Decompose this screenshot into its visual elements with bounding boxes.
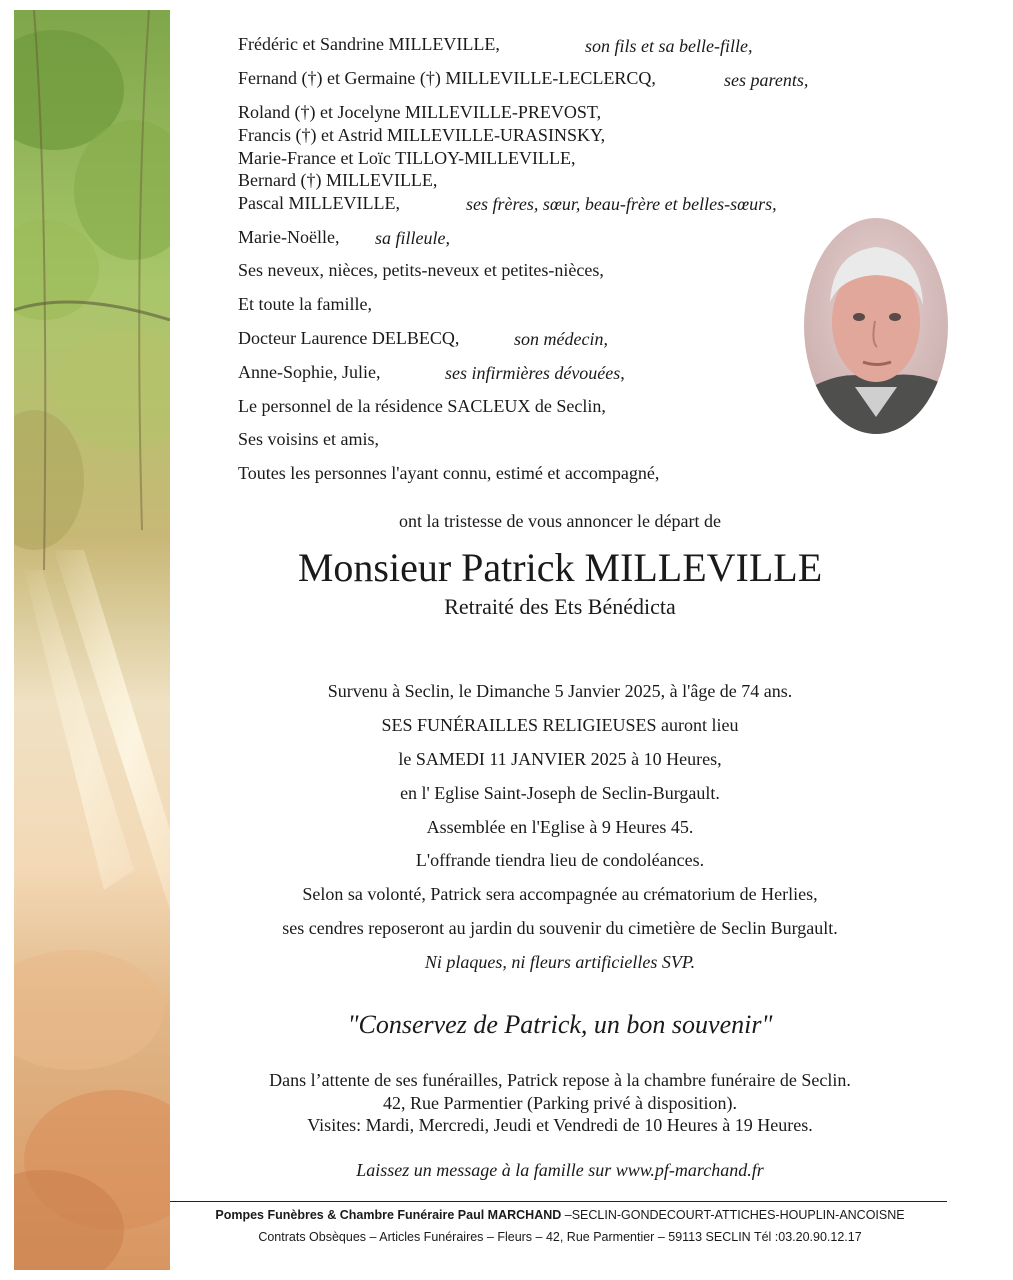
deceased-name: Monsieur Patrick MILLEVILLE [297, 545, 823, 590]
family-line-son-names: Frédéric et Sandrine MILLEVILLE, [238, 34, 500, 54]
footer-company-line [170, 1208, 950, 1222]
footer-company-name: Pompes Funèbres & Chambre Funéraire Paul MARCHAND [215, 1208, 562, 1222]
family-line-parents-relation: ses parents, [724, 70, 809, 90]
visit-line: Dans l’attente de ses funérailles, Patrick repose à la chambre funéraire de Seclin. [269, 1070, 851, 1090]
nephews-line: Ses neveux, nièces, petits-neveux et petites-nièces, [238, 260, 604, 280]
all-people-line: Toutes les personnes l'ayant connu, estimé et accompagné, [238, 463, 660, 483]
doctor-name: Docteur Laurence DELBECQ, [238, 328, 460, 348]
sibling-line: Bernard (†) MILLEVILLE, [238, 170, 438, 190]
portrait-photo [803, 217, 949, 435]
sibling-line: Francis (†) et Astrid MILLEVILLE-URASINSKY, [238, 125, 606, 145]
visit-line: 42, Rue Parmentier (Parking privé à disposition). [383, 1093, 737, 1113]
detail-line: Selon sa volonté, Patrick sera accompagnée au crématorium de Herlies, [302, 884, 818, 904]
sibling-line: Pascal MILLEVILLE, [238, 193, 400, 213]
goddaughter-name: Marie-Noëlle, [238, 227, 340, 247]
detail-line: en l' Eglise Saint-Joseph de Seclin-Burgault. [400, 783, 720, 803]
detail-line: ses cendres reposeront au jardin du souvenir du cimetière de Seclin Burgault. [282, 918, 838, 938]
memorial-quote: "Conservez de Patrick, un bon souvenir" [347, 1010, 773, 1039]
neighbors-line: Ses voisins et amis, [238, 429, 380, 449]
nurses-relation: ses infirmières dévouées, [445, 363, 625, 383]
siblings-relation: ses frères, sœur, beau-frère et belles-sœurs, [466, 194, 777, 214]
detail-line: Assemblée en l'Eglise à 9 Heures 45. [426, 817, 694, 837]
forest-path-photo [14, 10, 170, 1270]
deceased-title: Retraité des Ets Bénédicta [444, 594, 676, 619]
no-flowers-note: Ni plaques, ni fleurs artificielles SVP. [424, 952, 696, 972]
detail-line: Survenu à Seclin, le Dimanche 5 Janvier 2025, à l'âge de 74 ans. [327, 681, 793, 701]
doctor-relation: son médecin, [514, 329, 608, 349]
detail-line: SES FUNÉRAILLES RELIGIEUSES auront lieu [381, 715, 739, 735]
sibling-line: Marie-France et Loïc TILLOY-MILLEVILLE, [238, 148, 576, 168]
family-all-line: Et toute la famille, [238, 294, 372, 314]
nurses-names: Anne-Sophie, Julie, [238, 362, 381, 382]
detail-line: le SAMEDI 11 JANVIER 2025 à 10 Heures, [398, 749, 722, 769]
family-line-parents-names: Fernand (†) et Germaine (†) MILLEVILLE-LECLERCQ, [238, 68, 656, 88]
footer-towns: –SECLIN-GONDECOURT-ATTICHES-HOUPLIN-ANCOISNE [561, 1208, 905, 1222]
goddaughter-relation: sa filleule, [375, 228, 450, 248]
visit-line: Visites: Mardi, Mercredi, Jeudi et Vendredi de 10 Heures à 19 Heures. [307, 1115, 813, 1135]
sibling-line: Roland (†) et Jocelyne MILLEVILLE-PREVOST, [238, 102, 602, 122]
message-line: Laissez un message à la famille sur www.pf-marchand.fr [356, 1160, 764, 1180]
footer-contact: Contrats Obsèques – Articles Funéraires – Fleurs – 42, Rue Parmentier – 59113 SECLIN Tél :03.20.90.12.17 [258, 1230, 862, 1244]
announcement-text: ont la tristesse de vous annoncer le départ de [399, 511, 721, 531]
family-line-son-relation: son fils et sa belle-fille, [585, 36, 753, 56]
footer-divider [170, 1201, 947, 1202]
detail-line: L'offrande tiendra lieu de condoléances. [415, 850, 705, 870]
staff-line: Le personnel de la résidence SACLEUX de Seclin, [238, 396, 606, 416]
